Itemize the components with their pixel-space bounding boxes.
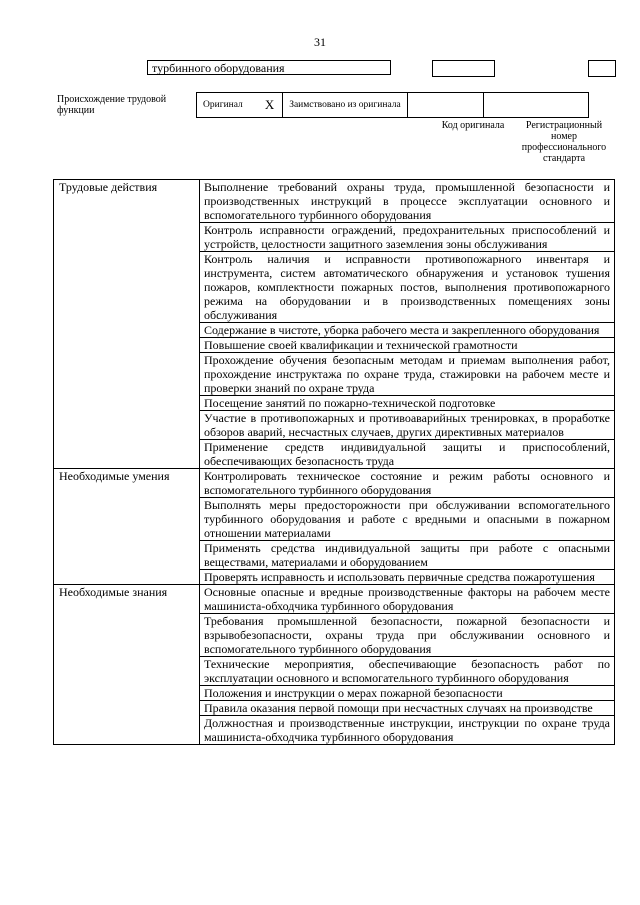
item-text: Правила оказания первой помощи при несчастных случаях на производстве (200, 701, 615, 716)
item-text: Контролировать техническое состояние и режим работы основного и вспомогательного турбинного оборудования (200, 469, 615, 498)
code-field (432, 60, 495, 77)
code-cell (407, 93, 483, 118)
item-text: Повышение своей квалификации и технической грамотности (200, 338, 615, 353)
item-text: Требования промышленной безопасности, пожарной безопасности и взрывобезопасности, охраны труда при обслуживании основного и вспомогательного турбинного оборудования (200, 614, 615, 657)
item-text: Контроль наличия и исправности противопожарного инвентаря и инструмента, систем автоматического обнаружения и установок тушения пожаров, комплектности пожарных постов, выполнения противопожарного режима на оборудовании и в производственных помещениях зоны обслуживания (200, 252, 615, 323)
item-text: Участие в противопожарных и противоаварийных тренировках, в проработке обзоров аварий, несчастных случаев, других директивных материалов (200, 411, 615, 440)
item-text: Положения и инструкции о мерах пожарной безопасности (200, 686, 615, 701)
reg-caption: Регистрационный номер профессионального стандарта (521, 120, 607, 164)
reg-cell (483, 93, 588, 118)
item-text: Проверять исправность и использовать первичные средства пожаротушения (200, 570, 615, 585)
function-name-field: турбинного оборудования (147, 60, 391, 75)
section-title-knowledge: Необходимые знания (54, 585, 200, 745)
table-row (54, 469, 615, 498)
page-number: 31 (314, 35, 326, 49)
item-text: Применять средства индивидуальной защиты при работе с опасными веществами, материалами и оборудованием (200, 541, 615, 570)
origin-table (196, 92, 589, 118)
level-field (588, 60, 616, 77)
item-text: Выполнять меры предосторожности при обслуживании вспомогательного турбинного оборудования и работе с вредными и опасными в пожарном отношении материалами (200, 498, 615, 541)
original-label: Оригинал (197, 93, 261, 118)
table-row (54, 180, 615, 223)
original-mark: X (261, 93, 283, 118)
item-text: Технические мероприятия, обеспечивающие безопасность работ по эксплуатации основного и вспомогательного турбинного оборудования (200, 657, 615, 686)
item-text: Должностная и производственные инструкции, инструкции по охране труда машиниста-обходчика турбинного оборудования (200, 716, 615, 745)
code-caption: Код оригинала (441, 120, 505, 131)
item-text: Содержание в чистоте, уборка рабочего места и закрепленного оборудования (200, 323, 615, 338)
table-row (54, 585, 615, 614)
item-text: Выполнение требований охраны труда, промышленной безопасности и производственных инструкций в процессе эксплуатации основного и вспомогательного турбинного оборудования (200, 180, 615, 223)
item-text: Посещение занятий по пожарно-технической подготовке (200, 396, 615, 411)
section-title-skills: Необходимые умения (54, 469, 200, 585)
item-text: Применение средств индивидуальной защиты и приспособлений, обеспечивающих безопасность труда (200, 440, 615, 469)
item-text: Прохождение обучения безопасным методам и приемам выполнения работ, прохождение инструктажа по охране труда, стажировки на рабочем месте и проверки знаний по охране труда (200, 353, 615, 396)
item-text: Контроль исправности ограждений, предохранительных приспособлений и устройств, целостности защитного заземления зоны обслуживания (200, 223, 615, 252)
functions-table (53, 179, 615, 745)
section-title-actions: Трудовые действия (54, 180, 200, 469)
item-text: Основные опасные и вредные производственные факторы на рабочем месте машиниста-обходчика турбинного оборудования (200, 585, 615, 614)
origin-label: Происхождение трудовой функции (57, 94, 167, 116)
borrowed-label: Заимствовано из оригинала (283, 93, 408, 118)
